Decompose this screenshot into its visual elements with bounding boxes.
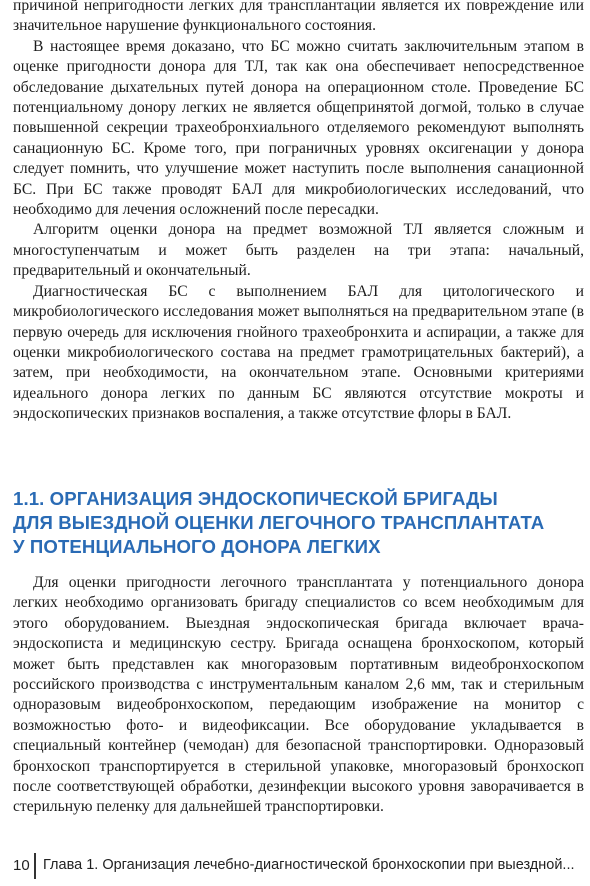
- paragraph-endoscopic-team: Для оценки пригодности легочного трансплантата у потенциального донора легких необходимо организовать бригаду специалистов со всем необходимым для этого оборудованием. Выездная эндоскопическая бригада включает врача-эндоскописта и медицинскую сестру. Бригада оснащена бронхоскопом, который может быть представлен как многоразовым портативным видеобронхоскопом российского производства с инструментальным каналом 2,6 мм, так и стерильным одноразовым видеобронхоскопом, передающим изображение на монитор с возможностью фото- и видеофиксации. Все оборудование укладывается в специальный контейнер (чемодан) для безопасной транспортировки. Одноразовый бронхоскоп транспортируется в стерильной упаковке, многоразовый бронхоскоп после соответствующей обработки, дезинфекции высокого уровня заворачивается в стерильную пеленку для дальнейшей транспортировки.: [13, 574, 584, 816]
- page-footer: [13, 853, 590, 879]
- paragraph-bronchoscopy-final-stage: В настоящее время доказано, что БС можно считать заключительным этапом в оценке пригодности донора для ТЛ, так как она обеспечивает непосредственное обследование дыхательных путей донора на операционном столе. Проведение БС потенциальному донору легких не является общепринятой догмой, только в случае повышенной секреции трахеобронхиального отделяемого рекомендуют выполнять санационную БС. Кроме того, при пограничных уровнях оксигенации у донора следует помнить, что улучшение может наступить после выполнения санационной БС. При БС также проводят БАЛ для микробиологических исследований, что необходимо для лечения осложнений после пересадки.: [13, 37, 584, 219]
- paragraph-continuation: причиной непригодности легких для трансплантации является их повреждение или значительное нарушение функционального состояния.: [13, 0, 584, 35]
- section-heading-line: У ПОТЕНЦИАЛЬНОГО ДОНОРА ЛЕГКИХ: [13, 536, 381, 557]
- paragraph-diagnostic-bronchoscopy: Диагностическая БС с выполнением БАЛ для цитологического и микробиологического исследования может выполняться на предварительном этапе (в первую очередь для исключения гнойного трахеобронхита и аспирации, а также для оценки микробиологического состава на предмет грамотрицательных бактерий), а затем, при необходимости, на окончательном этапе. Основными критериями идеального донора легких по данным БС являются отсутствие мокроты и эндоскопических признаков воспаления, а также отсутствие флоры в БАЛ.: [13, 282, 584, 423]
- intro-text-block: [13, 0, 584, 425]
- running-title: Глава 1. Организация лечебно-диагностической бронхоскопии при выездной...: [43, 857, 575, 873]
- section-heading-line: ДЛЯ ВЫЕЗДНОЙ ОЦЕНКИ ЛЕГОЧНОГО ТРАНСПЛАНТАТА: [13, 512, 545, 533]
- footer-divider: [34, 853, 36, 879]
- section-text-block: [13, 573, 584, 818]
- section-heading-line: 1.1. ОРГАНИЗАЦИЯ ЭНДОСКОПИЧЕСКОЙ БРИГАДЫ: [13, 488, 498, 509]
- section-heading: [13, 487, 584, 559]
- document-page: [13, 0, 584, 886]
- page-number: 10: [13, 857, 30, 874]
- paragraph-evaluation-algorithm: Алгоритм оценки донора на предмет возможной ТЛ является сложным и многоступенчатым и может быть разделен на три этапа: начальный, предварительный и окончательный.: [13, 221, 584, 280]
